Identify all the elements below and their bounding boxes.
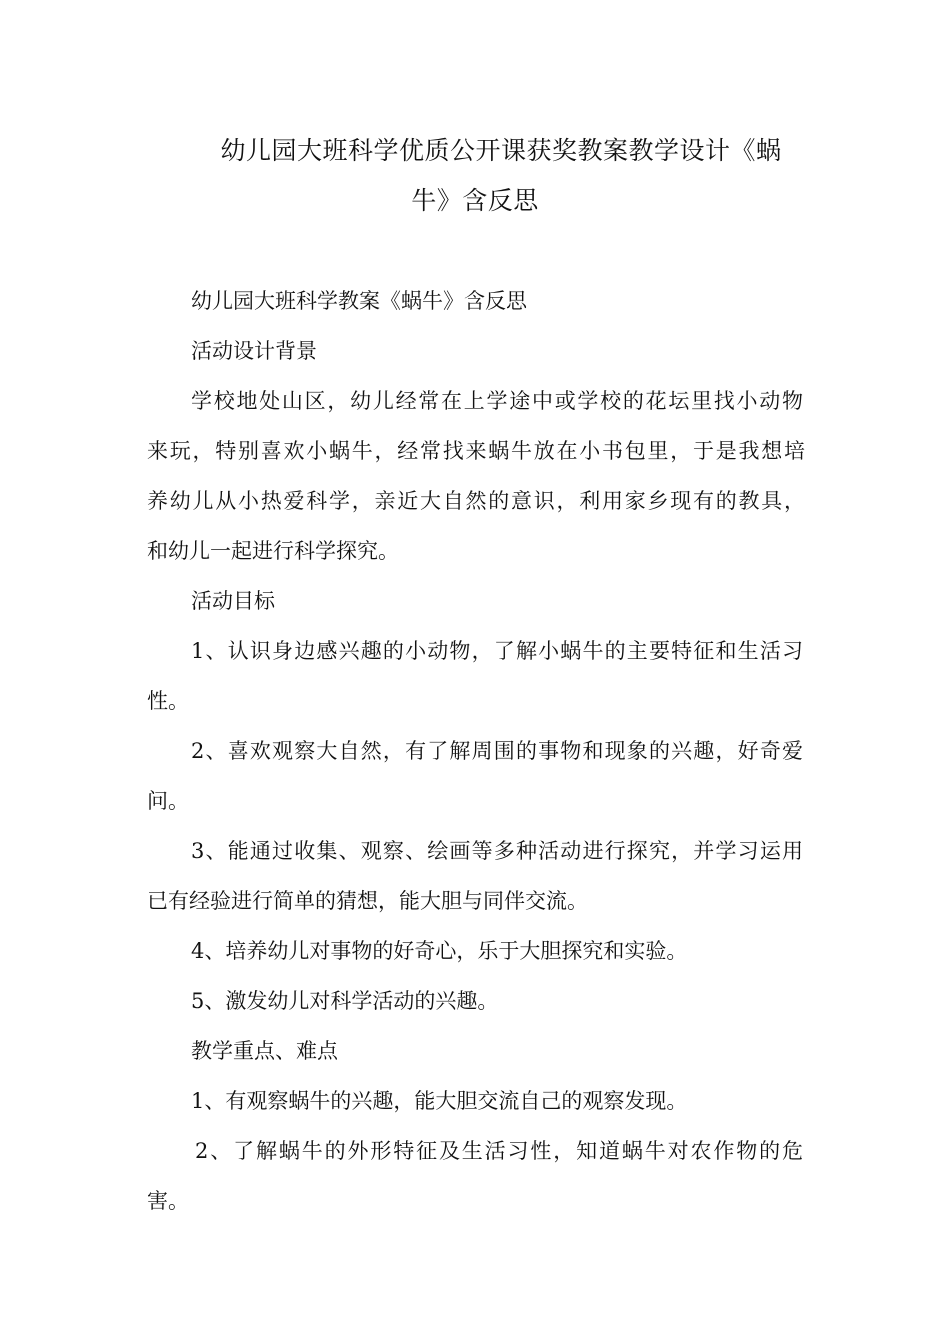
goal-item-2: 2、喜欢观察大自然，有了解周围的事物和现象的兴趣，好奇爱 [191,739,803,763]
key-point-item-1: 1、有观察蜗牛的兴趣，能大胆交流自己的观察发现。 [191,1089,688,1113]
goal-item-1: 1、认识身边感兴趣的小动物，了解小蜗牛的主要特征和生活习 [191,639,803,663]
goal-item-3: 3、能通过收集、观察、绘画等多种活动进行探究，并学习运用 [191,839,803,863]
document-title-line-2: 牛》含反思 [411,186,539,215]
paragraph-line: 和幼儿一起进行科学探究。 [147,539,399,563]
paragraph-line: 来玩，特别喜欢小蜗牛，经常找来蜗牛放在小书包里，于是我想培 [147,439,805,463]
goal-item-1-cont: 性。 [147,689,189,713]
goal-item-5: 5、激发幼儿对科学活动的兴趣。 [191,989,499,1013]
goal-item-2-cont: 问。 [147,789,189,813]
key-point-item-2-cont: 害。 [147,1189,189,1213]
document-title-line-1: 幼儿园大班科学优质公开课获奖教案教学设计《蜗 [220,136,782,165]
section-heading-background: 活动设计背景 [191,339,317,363]
goal-item-4: 4、培养幼儿对事物的好奇心，乐于大胆探究和实验。 [191,939,688,963]
section-heading-goals: 活动目标 [191,589,275,613]
section-heading-key-points: 教学重点、难点 [191,1039,338,1063]
goal-item-3-cont: 已有经验进行简单的猜想，能大胆与同伴交流。 [147,889,588,913]
key-point-item-2: 2、了解蜗牛的外形特征及生活习性，知道蜗牛对农作物的危 [195,1139,803,1163]
subtitle: 幼儿园大班科学教案《蜗牛》含反思 [191,289,527,313]
paragraph-line: 学校地处山区，幼儿经常在上学途中或学校的花坛里找小动物 [191,389,803,413]
paragraph-line: 养幼儿从小热爱科学，亲近大自然的意识，利用家乡现有的教具， [147,489,805,513]
